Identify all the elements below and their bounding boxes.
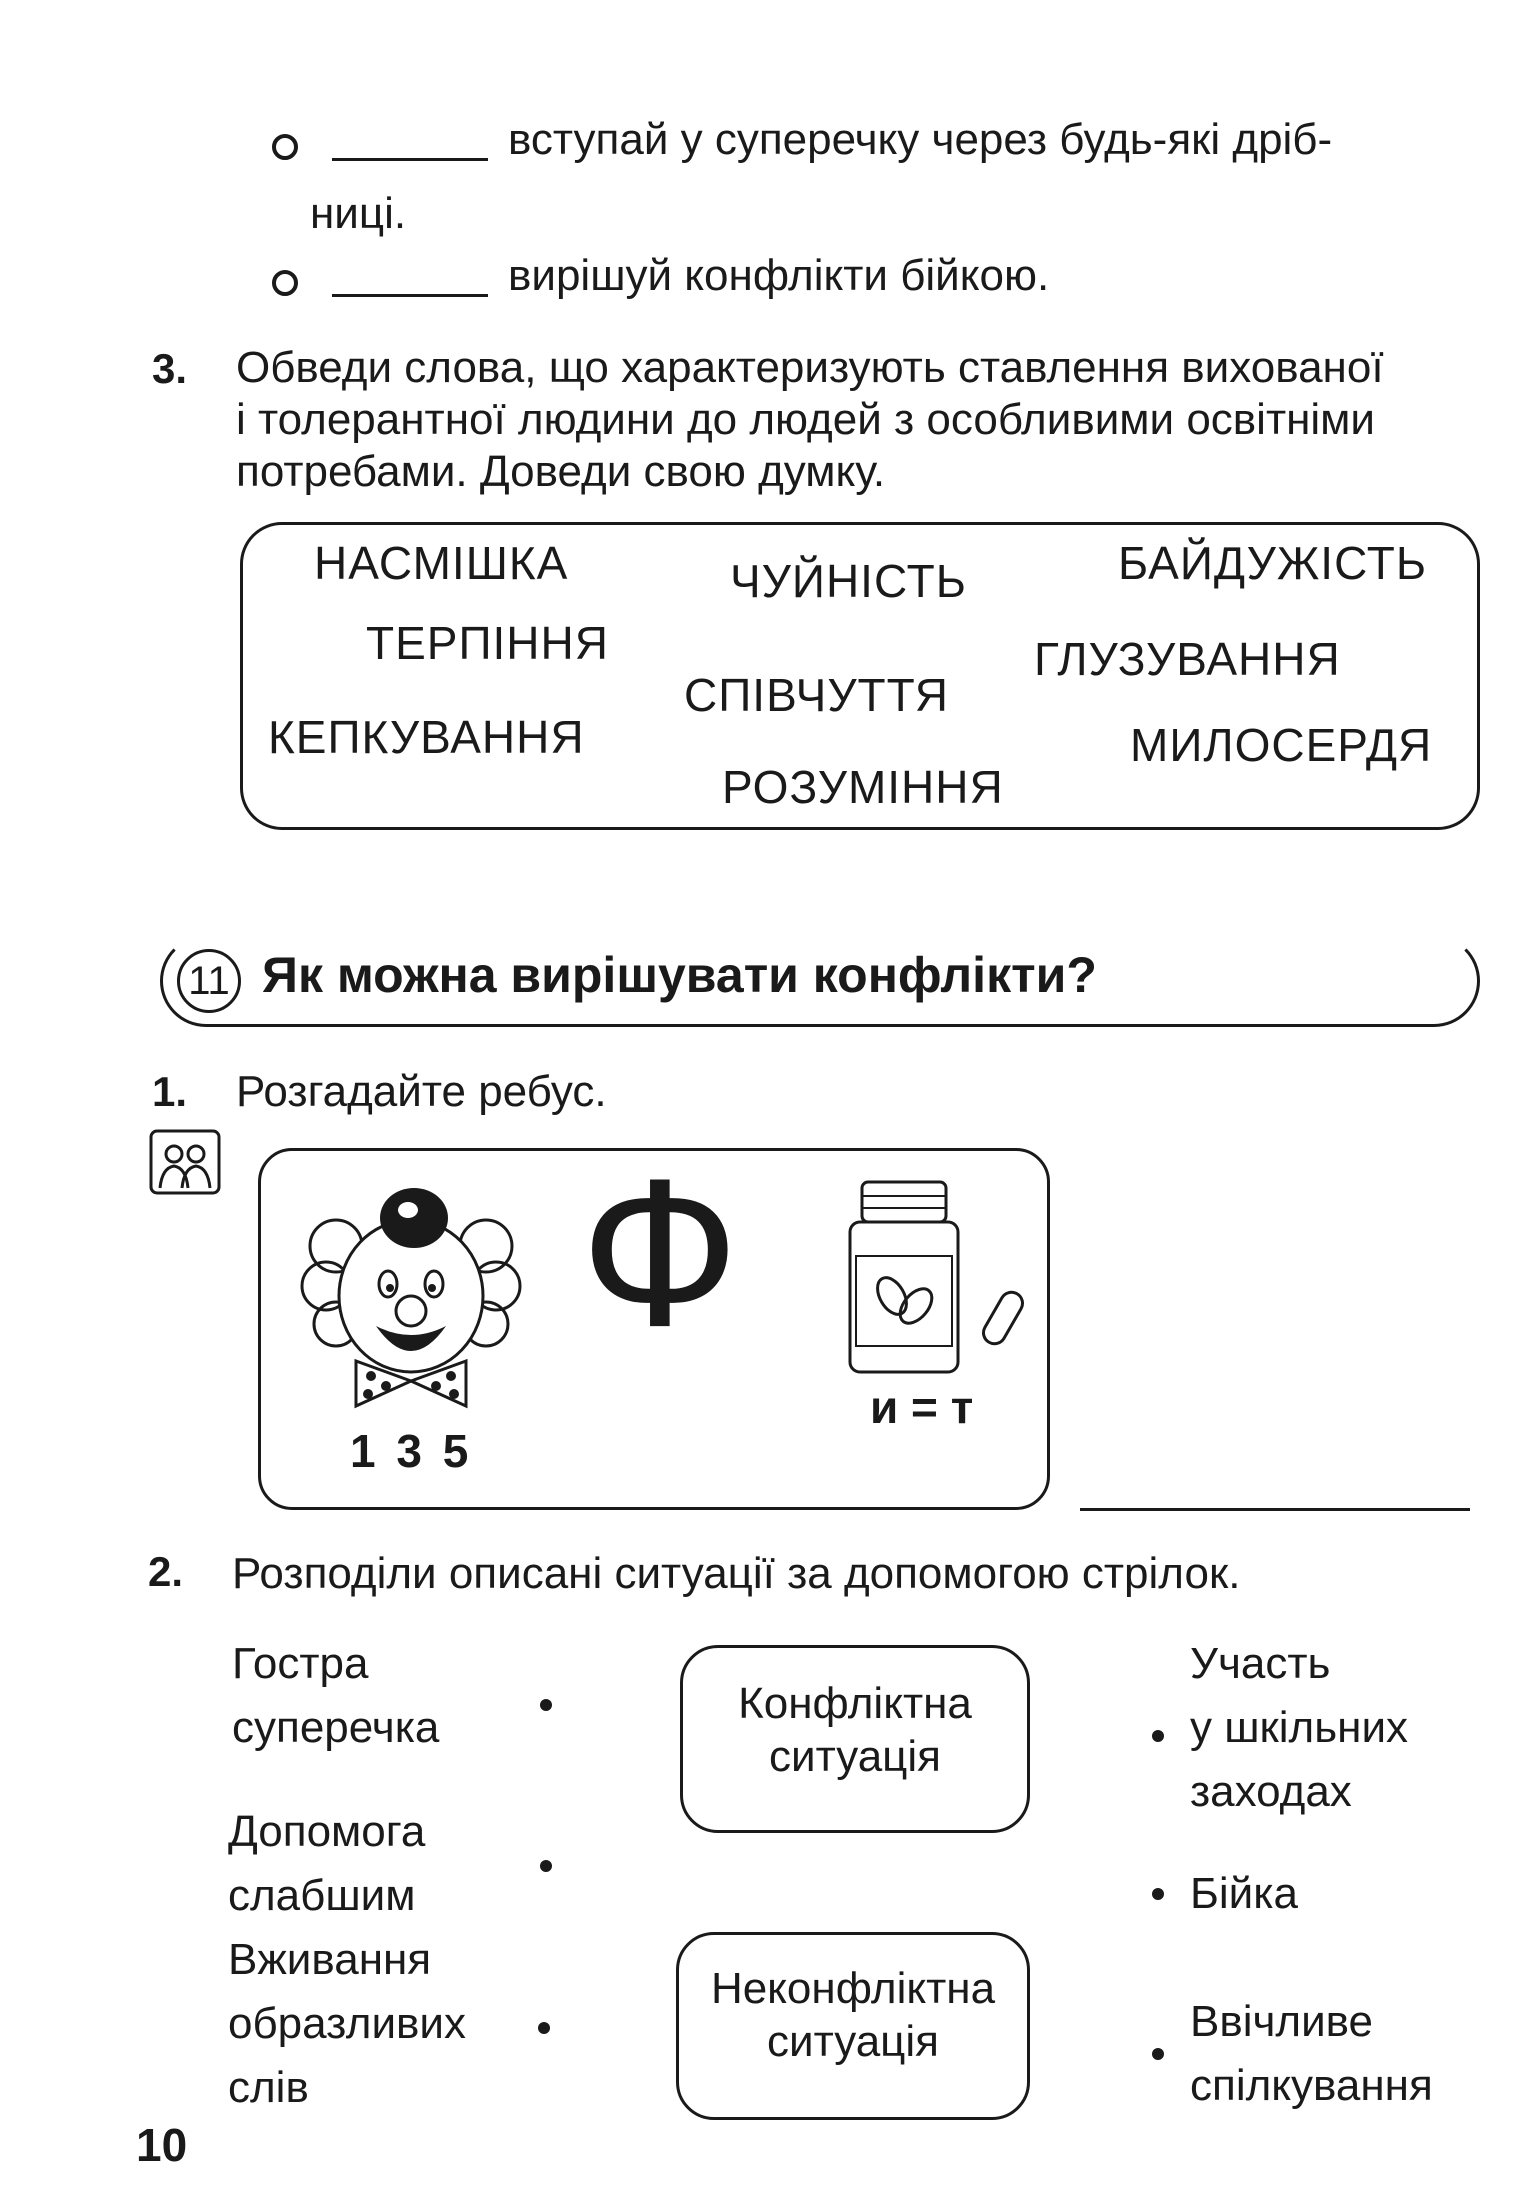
pair-work-icon: [148, 1128, 222, 1196]
task3-number: 3.: [152, 345, 188, 392]
left-item-1: [232, 1632, 439, 1760]
non-conflict-box-line1: Неконфліктна: [710, 1964, 996, 2013]
right-item-1: [1190, 1632, 1408, 1823]
right-item-1-line3: заходах: [1190, 1766, 1352, 1816]
word-rozuminnia[interactable]: РОЗУМІННЯ: [722, 761, 1004, 813]
conflict-box-line2: ситуація: [768, 1731, 941, 1781]
conflict-situation-box[interactable]: [680, 1645, 1030, 1833]
task3-line2: і толерантної людини до людей з особливими освітніми: [236, 395, 1375, 444]
lesson-title: Як можна вирішувати конфлікти?: [262, 947, 1097, 1003]
left-item-3-line2: образливих: [228, 1998, 467, 2048]
right-dot-2[interactable]: [1152, 1888, 1164, 1900]
left-item-1-line1: Гостра: [232, 1639, 369, 1688]
left-item-1-line2: суперечка: [232, 1702, 440, 1752]
non-conflict-situation-box[interactable]: [676, 1932, 1030, 2120]
task3-line1: Обведи слова, що характеризують ставлення вихованої: [236, 343, 1384, 392]
rule-blank-1[interactable]: [332, 158, 488, 161]
right-item-2-line1: Бійка: [1190, 1869, 1298, 1918]
left-item-3-line1: Вживання: [228, 1935, 432, 1984]
right-item-3: [1190, 1990, 1433, 2118]
task2-text: Розподіли описані ситуації за допомогою стрілок.: [232, 1549, 1241, 1598]
clown-digits: 1 3 5: [350, 1425, 473, 1477]
word-terpinnia[interactable]: ТЕРПІННЯ: [366, 617, 609, 669]
word-nasmishka[interactable]: НАСМІШКА: [314, 537, 569, 589]
word-kepkuvannia[interactable]: КЕПКУВАННЯ: [268, 711, 585, 763]
word-spivchuttia[interactable]: СПІВЧУТТЯ: [684, 669, 949, 721]
rebus-replacement: и = т: [870, 1381, 974, 1433]
right-item-2: [1190, 1862, 1298, 1926]
clown-image: [296, 1176, 526, 1416]
rule-bullet-1: [272, 134, 298, 160]
word-hluzuvannia[interactable]: ГЛУЗУВАННЯ: [1034, 633, 1341, 685]
task1-text: Розгадайте ребус.: [236, 1067, 607, 1116]
left-dot-3[interactable]: [538, 2022, 550, 2034]
lesson-number: 11: [177, 949, 241, 1013]
task2-number: 2.: [148, 1548, 184, 1595]
word-chuinist[interactable]: ЧУЙНІСТЬ: [730, 555, 967, 607]
word-myloserdia[interactable]: МИЛОСЕРДЯ: [1130, 719, 1433, 771]
left-dot-1[interactable]: [540, 1699, 552, 1711]
rule-text-2: вирішуй конфлікти бійкою.: [508, 251, 1050, 300]
word-baiduzhist[interactable]: БАЙДУЖІСТЬ: [1118, 537, 1428, 589]
page-number: 10: [136, 2119, 188, 2171]
right-item-1-line2: у шкільних: [1190, 1702, 1409, 1752]
right-dot-3[interactable]: [1152, 2048, 1164, 2060]
right-item-3-line2: спілкування: [1190, 2060, 1433, 2110]
left-item-3: [228, 1928, 466, 2119]
right-item-1-line1: Участь: [1190, 1639, 1331, 1688]
conflict-box-line1: Конфліктна: [738, 1679, 972, 1728]
right-dot-1[interactable]: [1152, 1730, 1164, 1742]
pill-bottle-image: [842, 1178, 1032, 1378]
non-conflict-box-line2: ситуація: [766, 2016, 939, 2066]
rebus-letter: Ф: [580, 1135, 740, 1370]
left-item-2-line2: слабшим: [228, 1870, 416, 1920]
rule-text-1-cont: ниці.: [310, 189, 407, 238]
right-item-3-line1: Ввічливе: [1190, 1997, 1374, 2046]
rule-text-1: вступай у суперечку через будь-які дріб-: [508, 115, 1333, 164]
rule-blank-2[interactable]: [332, 294, 488, 297]
rule-bullet-2: [272, 270, 298, 296]
left-item-3-line3: слів: [228, 2062, 309, 2112]
task3-line3: потребами. Доведи свою думку.: [236, 447, 886, 496]
left-dot-2[interactable]: [540, 1860, 552, 1872]
task1-number: 1.: [152, 1068, 188, 1115]
left-item-2: [228, 1800, 425, 1928]
rebus-answer-line[interactable]: [1080, 1508, 1470, 1511]
left-item-2-line1: Допомога: [228, 1807, 426, 1856]
